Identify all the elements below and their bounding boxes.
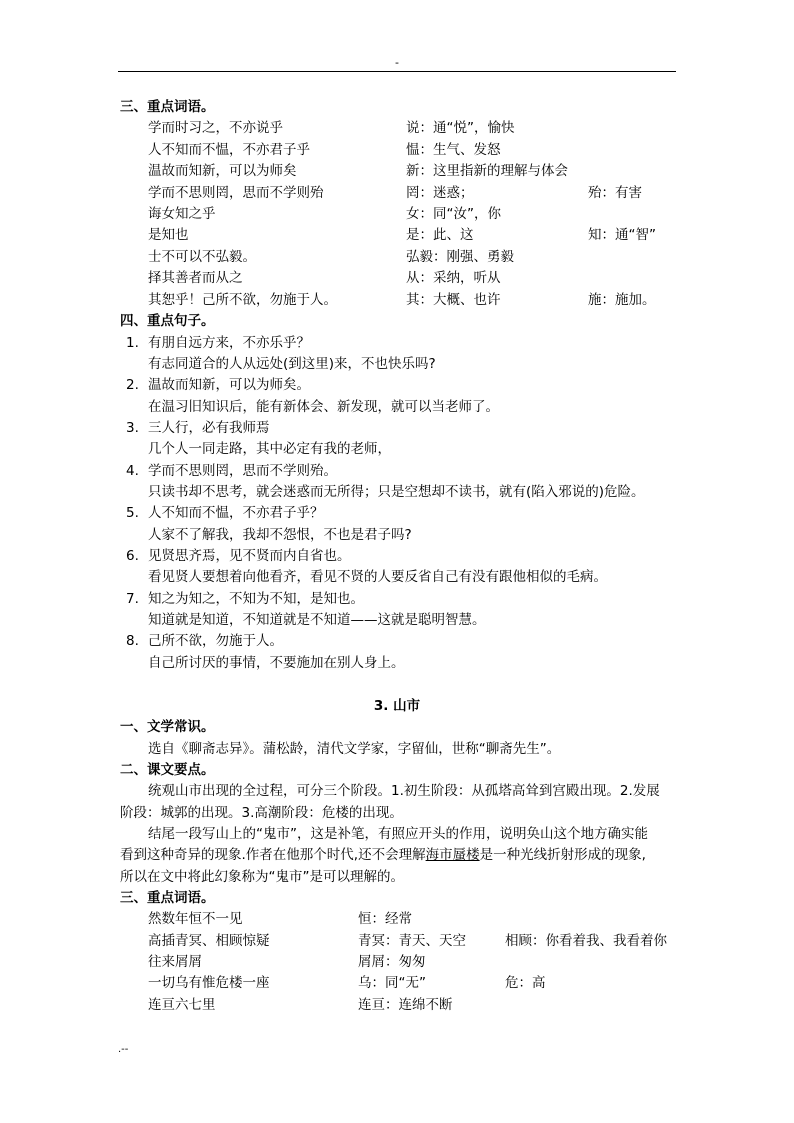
translation-text: 只读书却不思考，就会迷惑而无所得；只是空想却不读书，就有(陷入邪说的)危险。 [148, 484, 645, 500]
vocab-phrase: 人不知而不愠，不亦君子乎 [148, 142, 310, 158]
sentence-original: 己所不欲，勿施于人。 [148, 633, 283, 649]
sentence-number: 3. [126, 420, 139, 436]
translation-text: 人家不了解我，我却不怨恨，不也是君子吗? [148, 527, 412, 543]
heading-text: 二、课文要点。 [120, 762, 215, 778]
sentence-number: 4. [126, 463, 139, 479]
vocab-gloss: 乌：同“无” [358, 975, 426, 991]
vocab-gloss: 弘毅：刚强、勇毅 [406, 249, 514, 265]
sentence-number: 5. [126, 505, 139, 521]
vocab-gloss-extra: 相顾：你看着我、我看着你 [505, 933, 667, 949]
sentence-original: 温故而知新，可以为师矣。 [148, 377, 310, 393]
heading-text: 三、重点词语。 [120, 890, 215, 906]
vocab-phrase: 择其善者而从之 [148, 270, 243, 286]
vocab-gloss: 女：同“汝”，你 [406, 206, 501, 222]
translation-text: 自己所讨厌的事情，不要施加在别人身上。 [148, 655, 405, 671]
sentence-original: 三人行，必有我师焉 [148, 420, 270, 436]
vocab-phrase: 学而不思则罔，思而不学则殆 [148, 185, 324, 201]
vocab-phrase: 往来屑屑 [148, 954, 202, 970]
vocab-phrase: 温故而知新，可以为师矣 [148, 163, 297, 179]
vocab-phrase: 连亘六七里 [148, 997, 216, 1013]
vocab-gloss: 其：大概、也许 [406, 292, 501, 308]
vocab-gloss: 屑屑：匆匆 [358, 954, 426, 970]
sentence-original: 有朋自远方来，不亦乐乎？ [148, 335, 310, 351]
translation-text: 知道就是知道，不知道就是不知道——这就是聪明智慧。 [148, 612, 486, 628]
paragraph-text-pre: 看到这种奇异的现象.作者在他那个时代,还不会理解 [120, 847, 426, 863]
vocab-phrase: 然数年恒不一见 [148, 911, 243, 927]
lesson-title: 3. 山市 [373, 698, 421, 714]
vocab-gloss-extra: 施：施加。 [588, 292, 656, 308]
page-footer-mark: .-- [118, 1044, 129, 1055]
vocab-gloss: 愠：生气、发怒 [406, 142, 501, 158]
vocab-gloss: 青冥：青天、天空 [358, 933, 466, 949]
heading-text: 四、重点句子。 [120, 313, 215, 329]
paragraph-text-post: 是一种光线折射形成的现象, [479, 847, 646, 863]
vocab-phrase: 诲女知之乎 [148, 206, 216, 222]
sentence-original: 知之为知之，不知为不知，是知也。 [148, 591, 364, 607]
page-header-mark: - [395, 56, 399, 69]
paragraph-text: 阶段：城郭的出现。3.高潮阶段：危楼的出现。 [120, 805, 403, 821]
vocab-phrase: 学而时习之，不亦说乎 [148, 120, 283, 136]
translation-text: 在温习旧知识后，能有新体会、新发现，就可以当老师了。 [148, 399, 499, 415]
sentence-number: 7. [126, 591, 139, 607]
translation-text: 几个人一同走路，其中必定有我的老师， [148, 441, 391, 457]
paragraph-text: 统观山市出现的全过程，可分三个阶段。1.初生阶段：从孤塔高耸到宫殿出现。2.发展 [148, 783, 660, 799]
vocab-gloss: 从：采纳，听从 [406, 270, 501, 286]
heading-text: 三、重点词语。 [120, 99, 215, 115]
vocab-phrase: 其恕乎！己所不欲，勿施于人。 [148, 292, 337, 308]
vocab-phrase: 高插青冥、相顾惊疑 [148, 933, 270, 949]
vocab-gloss-extra: 殆：有害 [588, 185, 642, 201]
vocab-gloss: 新：这里指新的理解与体会 [406, 163, 568, 179]
sentence-number: 1. [126, 335, 139, 351]
sentence-number: 6. [126, 548, 139, 564]
sentence-number: 8. [126, 633, 139, 649]
vocab-gloss: 连亘：连绵不断 [358, 997, 453, 1013]
vocab-gloss-extra: 知：通“智” [588, 227, 656, 243]
literary-note-text: 选自《聊斋志异》。蒲松龄，清代文学家，字留仙，世称“聊斋先生”。 [148, 741, 561, 757]
translation-text: 看见贤人要想着向他看齐，看见不贤的人要反省自己有没有跟他相似的毛病。 [148, 569, 607, 585]
sentence-number: 2. [126, 377, 139, 393]
paragraph-text: 所以在文中将此幻象称为“鬼市”是可以理解的。 [120, 869, 404, 885]
header-rule [118, 71, 676, 72]
vocab-phrase: 是知也 [148, 227, 189, 243]
translation-text: 有志同道合的人从远处(到这里)来，不也快乐吗? [148, 356, 436, 372]
vocab-gloss-extra: 危：高 [505, 975, 546, 991]
sentence-original: 人不知而不愠，不亦君子乎？ [148, 505, 324, 521]
sentence-original: 学而不思则罔，思而不学则殆。 [148, 463, 337, 479]
vocab-gloss: 恒：经常 [358, 911, 412, 927]
vocab-phrase: 士不可以不弘毅。 [148, 249, 256, 265]
paragraph-text [120, 845, 646, 866]
vocab-gloss: 说：通“悦”，愉快 [406, 120, 515, 136]
paragraph-text: 结尾一段写山上的“鬼市”，这是补笔，有照应开头的作用，说明奂山这个地方确实能 [148, 826, 648, 842]
sentence-original: 见贤思齐焉，见不贤而内自省也。 [148, 548, 351, 564]
vocab-phrase: 一切乌有惟危楼一座 [148, 975, 270, 991]
vocab-gloss: 是：此、这 [406, 227, 474, 243]
heading-text: 一、文学常识。 [120, 719, 215, 735]
vocab-gloss: 罔：迷惑； [406, 185, 474, 201]
underlined-term: 海市蜃楼 [425, 847, 480, 863]
